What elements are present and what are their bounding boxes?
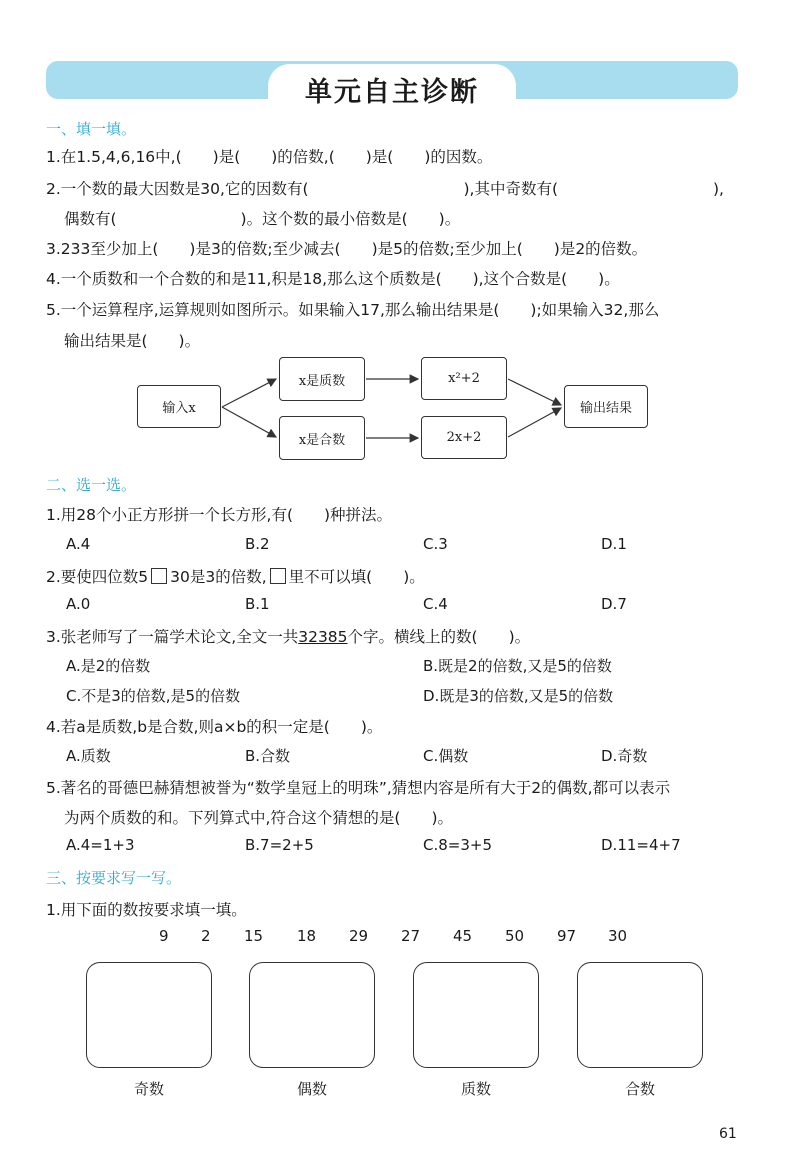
- fill-question-3: 3.233至少加上( )是3的倍数;至少减去( )是5的倍数;至少加上( )是2的倍数。: [46, 240, 648, 258]
- flow-composite-box: x是合数: [279, 416, 365, 460]
- choose-question-3: [46, 625, 530, 647]
- choose-question-5-line2: 为两个质数的和。下列算式中,符合这个猜想的是( )。: [64, 809, 454, 827]
- number-item: 2: [201, 927, 211, 945]
- choose-q3-prefix: 3.张老师写了一篇学术论文,全文一共: [46, 628, 299, 646]
- choose-q1-option-c: C.3: [423, 535, 448, 553]
- choose-q4-option-b: B.合数: [245, 747, 291, 765]
- choose-question-4: 4.若a是质数,b是合数,则a×b的积一定是( )。: [46, 718, 383, 736]
- choose-q3-option-c: C.不是3的倍数,是5的倍数: [66, 687, 241, 705]
- page-title: 单元自主诊断: [305, 77, 479, 108]
- number-item: 30: [608, 927, 628, 945]
- even-number-label: 偶数: [296, 1080, 327, 1098]
- arrow-input-to-composite: [222, 407, 276, 437]
- flow-input-box: 输入x: [137, 385, 221, 428]
- arrow-input-to-prime: [222, 379, 276, 407]
- choose-q3-option-d: D.既是3的倍数,又是5的倍数: [423, 687, 614, 705]
- prime-number-box[interactable]: [413, 962, 539, 1068]
- number-item: 97: [557, 927, 577, 945]
- fill-question-2-line1: 2.一个数的最大因数是30,它的因数有( ),其中奇数有( ),: [46, 180, 724, 198]
- choose-q2-suffix: 里不可以填( )。: [288, 568, 425, 586]
- number-item: 18: [297, 927, 317, 945]
- composite-number-box[interactable]: [577, 962, 703, 1068]
- choose-q3-suffix: 个字。横线上的数( )。: [347, 628, 531, 646]
- odd-number-label: 奇数: [133, 1080, 164, 1098]
- choose-q5-option-d: D.11=4+7: [601, 836, 681, 854]
- arrow-f1-to-output: [508, 379, 561, 405]
- prime-number-label: 质数: [460, 1080, 491, 1098]
- section-write-heading: 三、按要求写一写。: [46, 869, 182, 887]
- choose-q4-option-c: C.偶数: [423, 747, 469, 765]
- choose-q2-prefix: 2.要使四位数5: [46, 568, 149, 586]
- fill-question-4: 4.一个质数和一个合数的和是11,积是18,那么这个质数是( ),这个合数是( )。: [46, 270, 620, 288]
- page-number: 61: [719, 1126, 737, 1142]
- flow-double-plus-two-box: 2x+2: [421, 416, 507, 459]
- choose-q4-option-d: D.奇数: [601, 747, 648, 765]
- number-item: 27: [401, 927, 421, 945]
- arrow-f2-to-output: [508, 408, 561, 437]
- choose-q2-option-b: B.1: [245, 595, 270, 613]
- composite-number-label: 合数: [624, 1080, 655, 1098]
- blank-digit-box: [270, 568, 286, 584]
- choose-q2-option-a: A.0: [66, 595, 91, 613]
- flow-prime-box: x是质数: [279, 357, 365, 401]
- choose-q5-option-a: A.4=1+3: [66, 836, 135, 854]
- flow-output-box: 输出结果: [564, 385, 648, 428]
- number-item: 9: [159, 927, 169, 945]
- fill-question-5-line1: 5.一个运算程序,运算规则如图所示。如果输入17,那么输出结果是( );如果输入32,那么: [46, 301, 660, 319]
- choose-question-5-line1: 5.著名的哥德巴赫猜想被誉为“数学皇冠上的明珠”,猜想内容是所有大于2的偶数,都可以表示: [46, 779, 671, 797]
- choose-q3-option-b: B.既是2的倍数,又是5的倍数: [423, 657, 612, 675]
- section-choose-heading: 二、选一选。: [46, 476, 137, 494]
- choose-q2-option-d: D.7: [601, 595, 627, 613]
- choose-q5-option-c: C.8=3+5: [423, 836, 493, 854]
- blank-digit-box: [151, 568, 167, 584]
- even-number-box[interactable]: [249, 962, 375, 1068]
- number-item: 50: [505, 927, 525, 945]
- choose-q1-option-b: B.2: [245, 535, 270, 553]
- odd-number-box[interactable]: [86, 962, 212, 1068]
- choose-q3-option-a: A.是2的倍数: [66, 657, 151, 675]
- choose-q2-option-c: C.4: [423, 595, 448, 613]
- fill-question-1: 1.在1.5,4,6,16中,( )是( )的倍数,( )是( )的因数。: [46, 148, 493, 166]
- underlined-number: 32385: [298, 628, 348, 646]
- write-question-1: 1.用下面的数按要求填一填。: [46, 901, 247, 919]
- fill-question-2-line2: 偶数有( )。这个数的最小倍数是( )。: [64, 210, 461, 228]
- number-item: 45: [453, 927, 473, 945]
- choose-question-1: 1.用28个小正方形拼一个长方形,有( )种拼法。: [46, 506, 393, 524]
- choose-q2-middle: 30是3的倍数,: [170, 568, 267, 586]
- number-item: 29: [349, 927, 369, 945]
- number-item: 15: [244, 927, 264, 945]
- choose-question-2: [46, 565, 425, 587]
- fill-question-5-line2: 输出结果是( )。: [64, 332, 201, 350]
- section-fill-heading: 一、填一填。: [46, 120, 137, 138]
- choose-q1-option-d: D.1: [601, 535, 627, 553]
- choose-q4-option-a: A.质数: [66, 747, 111, 765]
- flow-square-plus-two-box: x²+2: [421, 357, 507, 400]
- choose-q5-option-b: B.7=2+5: [245, 836, 314, 854]
- choose-q1-option-a: A.4: [66, 535, 91, 553]
